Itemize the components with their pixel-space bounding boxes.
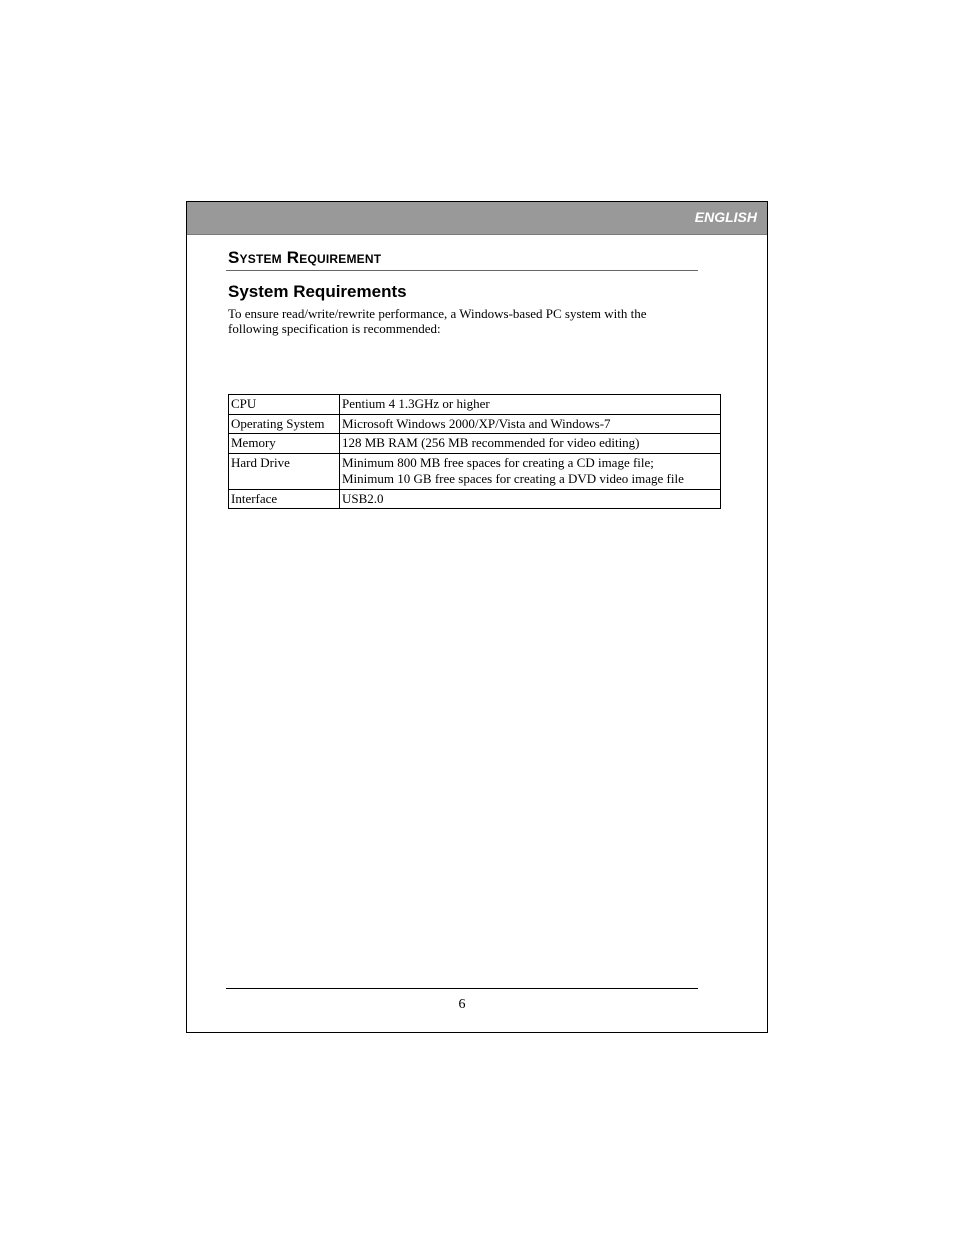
requirement-row (229, 395, 721, 415)
section-title: System Requirement (228, 248, 382, 267)
page-number: 6 (458, 997, 466, 1012)
requirement-value (340, 434, 721, 454)
requirement-value-line: USB2.0 (342, 490, 384, 506)
footer-divider (226, 988, 698, 989)
requirement-value-line: Pentium 4 1.3GHz or higher (342, 396, 490, 411)
requirement-row (229, 489, 721, 509)
requirement-row (229, 453, 721, 489)
requirement-label: Interface (229, 489, 340, 509)
requirement-label: Operating System (229, 414, 340, 434)
requirements-table (228, 394, 721, 509)
requirement-value-line: 128 MB RAM (256 MB recommended for video editing) (342, 435, 640, 450)
section-divider (226, 270, 698, 271)
requirement-value (340, 414, 721, 434)
requirement-label: Hard Drive (229, 453, 340, 489)
requirement-value-line: Microsoft Windows 2000/XP/Vista and Windows-7 (342, 415, 611, 431)
requirement-value (340, 453, 721, 489)
requirement-value (340, 395, 721, 415)
requirement-label: CPU (229, 395, 340, 415)
requirement-label: Memory (229, 434, 340, 454)
subsection-title: System Requirements (228, 282, 407, 301)
requirement-value-line: Minimum 800 MB free spaces for creating a CD image file; (342, 454, 654, 470)
intro-paragraph: To ensure read/write/rewrite performance, a Windows-based PC system with the following specification is recommended: (228, 306, 647, 336)
requirement-row (229, 414, 721, 434)
requirements-table-body (229, 395, 721, 509)
manual-page (186, 201, 768, 1033)
requirement-row (229, 434, 721, 454)
language-label: ENGLISH (694, 209, 757, 225)
requirement-value (340, 489, 721, 509)
requirement-value-line: Minimum 10 GB free spaces for creating a DVD video image file (342, 471, 684, 486)
language-header-band (187, 202, 767, 235)
